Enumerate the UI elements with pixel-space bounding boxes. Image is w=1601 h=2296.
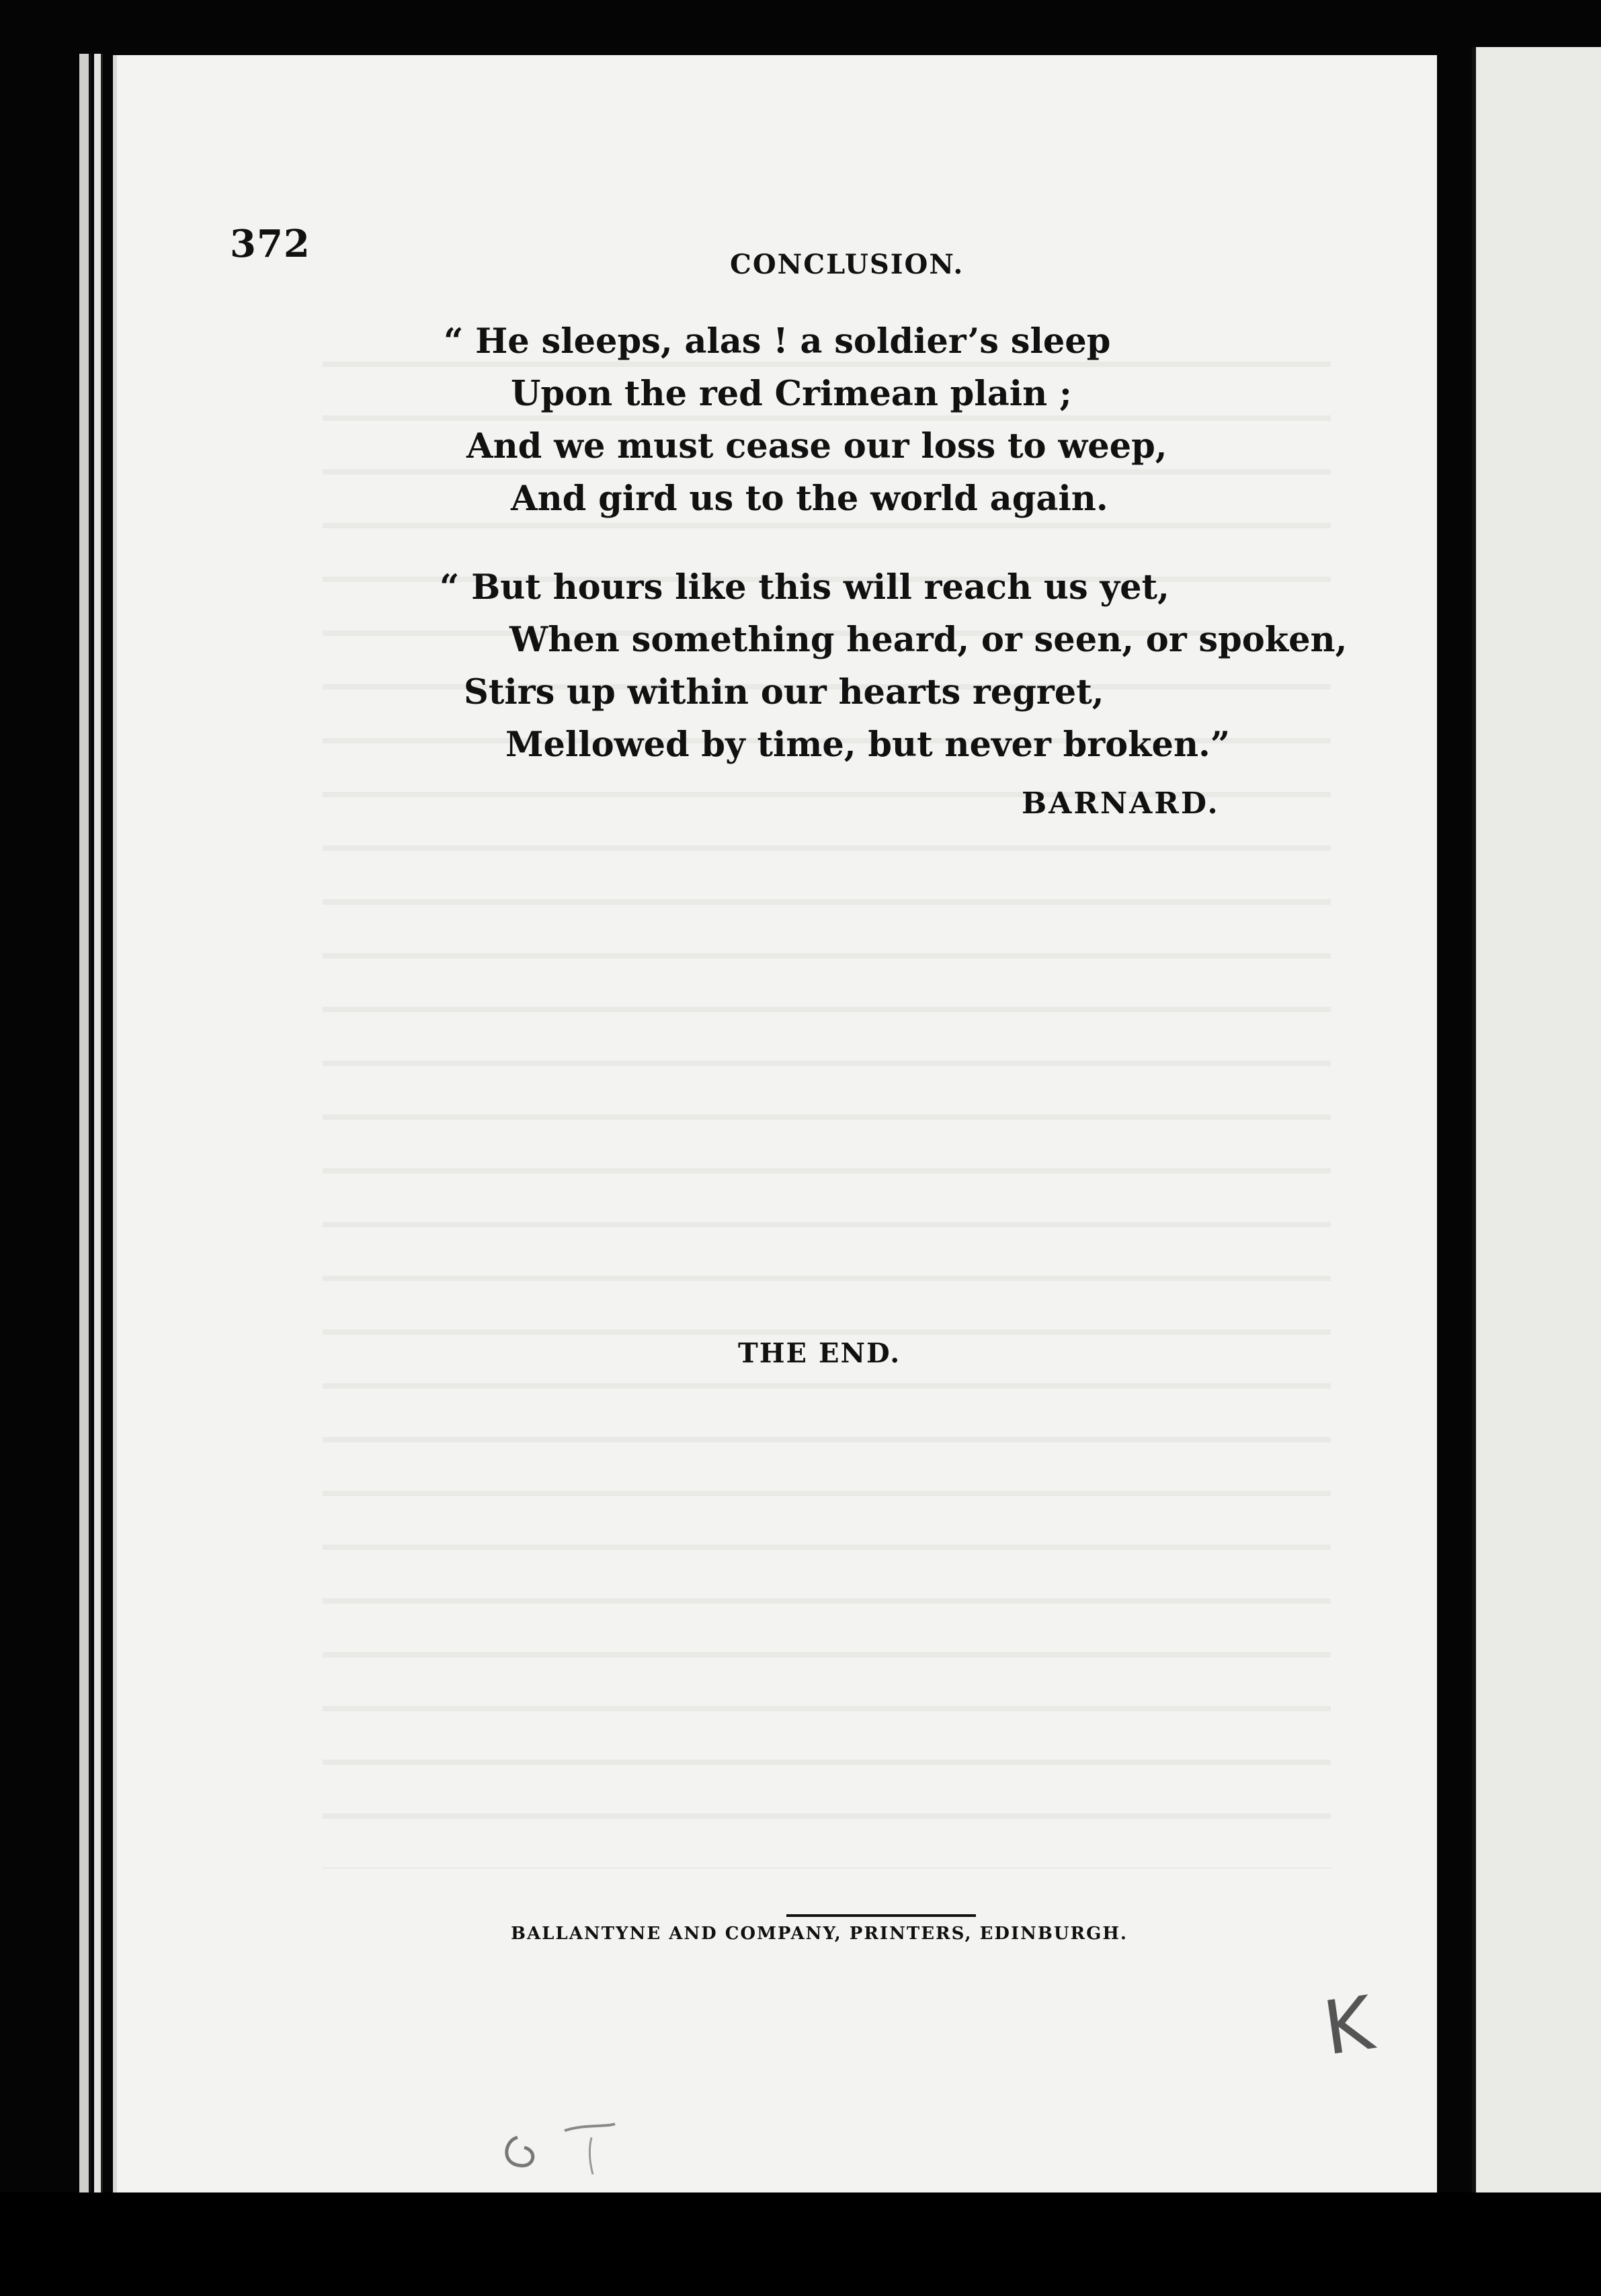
poem-line: “ He sleeps, alas ! a soldier’s sleep: [444, 321, 1111, 362]
scan-border-bottom: [0, 2192, 1601, 2296]
poem-line: Mellowed by time, but never broken.”: [505, 725, 1231, 765]
poem-author: BARNARD.: [1022, 786, 1220, 821]
pencil-scribble-icon: [491, 2110, 625, 2178]
poem-line: Upon the red Crimean plain ;: [511, 374, 1072, 414]
the-end-heading: THE END.: [738, 1338, 901, 1369]
pencil-annotation: K: [1318, 1979, 1379, 2072]
page-number: 372: [230, 222, 311, 266]
book-page-edge: [79, 54, 91, 2198]
poem-line: And we must cease our loss to weep,: [466, 426, 1167, 466]
running-head: CONCLUSION.: [730, 249, 964, 280]
printer-imprint: BALLANTYNE AND COMPANY, PRINTERS, EDINBURGH.: [511, 1924, 1128, 1944]
poem-line: And gird us to the world again.: [511, 479, 1108, 519]
book-page-edge-inner: [94, 54, 103, 2198]
poem-line: “ But hours like this will reach us yet,: [440, 567, 1169, 608]
poem-line: Stirs up within our hearts regret,: [464, 672, 1104, 712]
show-through-texture: [323, 323, 1331, 1869]
facing-page-sliver: [1472, 47, 1601, 2198]
poem-line: When something heard, or seen, or spoken,: [509, 620, 1348, 660]
imprint-rule: [786, 1914, 976, 1917]
